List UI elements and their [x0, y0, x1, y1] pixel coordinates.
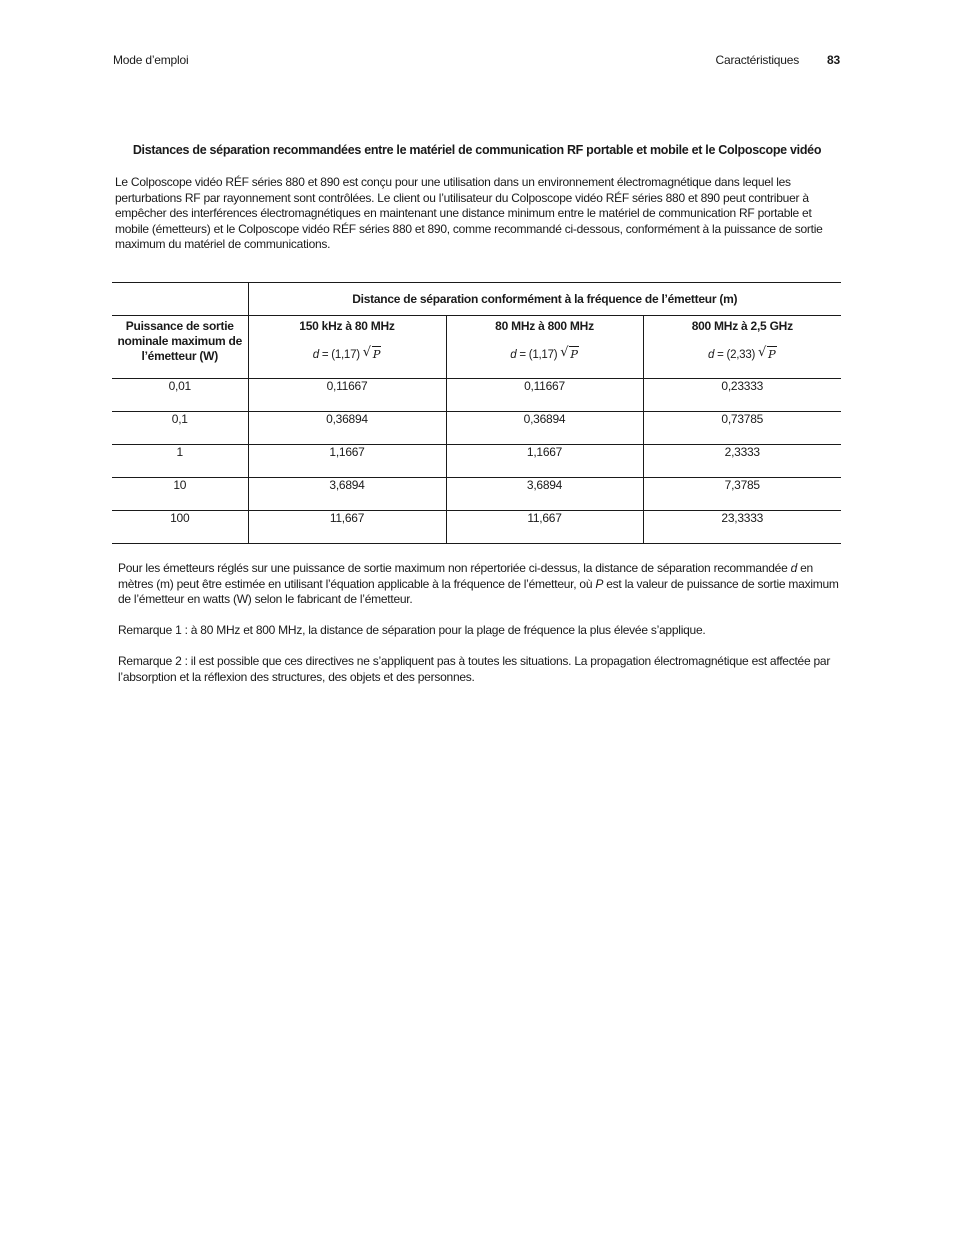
power-cell: 1 — [112, 445, 248, 478]
table-row — [112, 478, 841, 511]
square-root-icon: √ P — [758, 345, 776, 361]
distance-cell: 2,3333 — [643, 445, 841, 478]
running-header-right — [716, 53, 840, 67]
notes-section — [118, 561, 840, 701]
power-cell: 100 — [112, 511, 248, 544]
table-row — [112, 379, 841, 412]
distance-cell: 11,667 — [248, 511, 446, 544]
distance-cell: 0,36894 — [446, 412, 643, 445]
distance-cell: 11,667 — [446, 511, 643, 544]
section-name: Caractéristiques — [715, 53, 800, 67]
column-header-150khz — [248, 316, 446, 379]
table-row — [112, 445, 841, 478]
column-label: 150 kHz à 80 MHz — [299, 319, 395, 333]
distance-cell: 23,3333 — [643, 511, 841, 544]
separation-distance-table — [112, 282, 841, 544]
formula: d = (1,17) √ P — [312, 345, 381, 361]
power-cell: 0,1 — [112, 412, 248, 445]
table-row — [112, 511, 841, 544]
table-group-header-row — [112, 283, 841, 316]
intro-paragraph: Le Colposcope vidéo RÉF séries 880 et 890 est conçu pour une utilisation dans un environnement électromagnétique dans lequel les perturbations RF par rayonnement sont contrôlées. Le client ou l’utilisateur du Colposcope vidéo RÉF séries 880 et 890 peut contribuer à empêcher des interférences électromagnétiques en maintenant une distance minimum entre le matériel de communication RF portable et mobile (émetteurs) et le Colposcope vidéo RÉF séries 880 et 890, comme recommandé ci-dessous, conformément à la puissance de sortie maximum du matériel de communications. — [115, 175, 823, 251]
remark-1: Remarque 1 : à 80 MHz et 800 MHz, la distance de séparation pour la plage de fréquence la plus élevée s’applique. — [118, 623, 706, 637]
table-empty-corner — [112, 283, 248, 316]
remark-2: Remarque 2 : il est possible que ces directives ne s’appliquent pas à toutes les situations. La propagation électromagnétique est affectée par l’absorption et la réflexion des structures, des objets et des personnes. — [118, 654, 831, 684]
power-cell: 10 — [112, 478, 248, 511]
distance-cell: 0,11667 — [446, 379, 643, 412]
group-header: Distance de séparation conformément à la fréquence de l’émetteur (m) — [248, 283, 841, 316]
column-header-80mhz — [446, 316, 643, 379]
distance-cell: 0,23333 — [643, 379, 841, 412]
column-header-800mhz — [643, 316, 841, 379]
power-cell: 0,01 — [112, 379, 248, 412]
formula: d = (2,33) √ P — [708, 345, 776, 361]
running-header-title: Mode d’emploi — [113, 53, 189, 67]
distance-cell: 0,11667 — [248, 379, 446, 412]
note-paragraph: Pour les émetteurs réglés sur une puissance de sortie maximum non répertoriée ci-dessus, la distance de séparation recommandée d en mètres (m) peut être estimée en utilisant l’équation applicable à la fréquence de l’émetteur, où P est la valeur de puissance de sortie maximum de l’émetteur en watts (W) selon le fabricant de l’émetteur. — [118, 561, 839, 606]
formula: d = (1,17) √ P — [510, 345, 578, 361]
square-root-icon: √ P — [560, 345, 578, 361]
page-number: 83 — [827, 53, 840, 67]
column-label: 80 MHz à 800 MHz — [495, 319, 594, 333]
section-title: Distances de séparation recommandées entre le matériel de communication RF portable et mobile et le Colposcope vidéo — [132, 143, 822, 157]
distance-cell: 7,3785 — [643, 478, 841, 511]
power-column-header: Puissance de sortie nominale maximum de l’émetteur (W) — [112, 316, 248, 379]
distance-cell: 1,1667 — [446, 445, 643, 478]
table-column-header-row — [112, 316, 841, 379]
distance-cell: 1,1667 — [248, 445, 446, 478]
column-label: 800 MHz à 2,5 GHz — [691, 319, 793, 333]
distance-cell: 0,73785 — [643, 412, 841, 445]
distance-cell: 3,6894 — [248, 478, 446, 511]
distance-cell: 0,36894 — [248, 412, 446, 445]
distance-cell: 3,6894 — [446, 478, 643, 511]
table-row — [112, 412, 841, 445]
square-root-icon: √ P — [362, 345, 381, 361]
